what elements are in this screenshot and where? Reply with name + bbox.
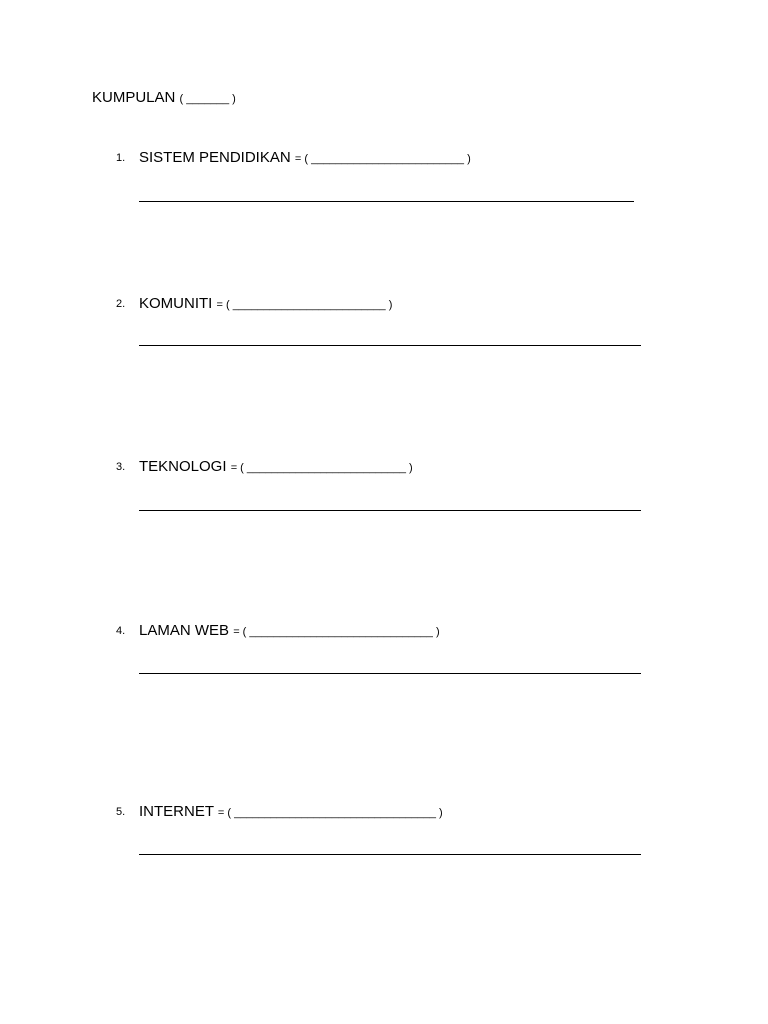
item-label: SISTEM PENDIDIKAN [139, 149, 291, 166]
answer-line[interactable] [139, 201, 634, 202]
answer-line[interactable] [139, 673, 641, 674]
answer-line[interactable] [139, 345, 641, 346]
answer-line[interactable] [139, 510, 641, 511]
item-blank: = ( __________________________ ) [230, 462, 413, 474]
item-blank: = ( _________________________ ) [294, 153, 471, 165]
item-label: TEKNOLOGI [139, 458, 227, 475]
group-blank: ( _______ ) [179, 93, 236, 105]
item-number: 5. [116, 806, 126, 818]
group-label: KUMPULAN [92, 89, 176, 106]
item-label-line [139, 803, 443, 820]
item-label: LAMAN WEB [139, 622, 230, 639]
item-number: 4. [116, 625, 126, 637]
item-label-line [139, 458, 413, 475]
item-label: INTERNET [139, 803, 214, 820]
group-header [92, 89, 236, 106]
item-blank: = ( ______________________________ ) [233, 626, 440, 638]
item-label: KOMUNITI [139, 295, 213, 312]
answer-line[interactable] [139, 854, 641, 855]
item-blank: = ( _________________________________ ) [217, 807, 443, 819]
item-label-line [139, 295, 392, 312]
item-number: 2. [116, 298, 126, 310]
item-number: 1. [116, 152, 126, 164]
item-blank: = ( _________________________ ) [216, 299, 393, 311]
item-label-line [139, 622, 440, 639]
item-number: 3. [116, 461, 126, 473]
item-label-line [139, 149, 471, 166]
